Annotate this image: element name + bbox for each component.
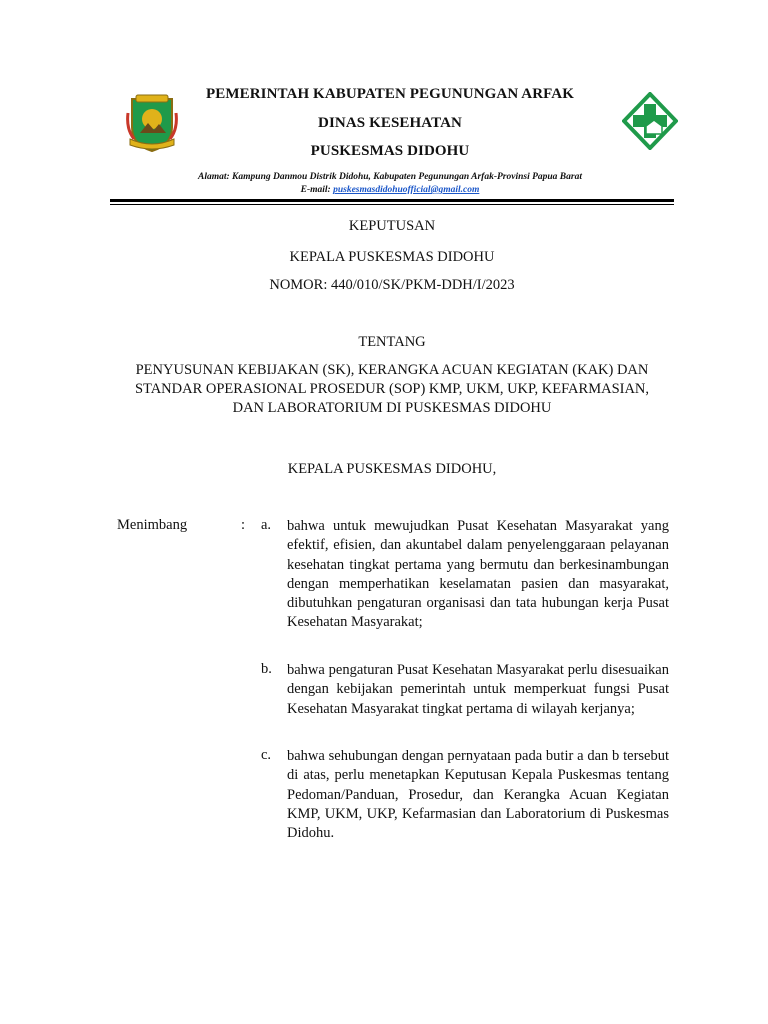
letterhead-divider-thick xyxy=(110,199,674,202)
consideration-text: bahwa untuk mewujudkan Pusat Kesehatan Masyarakat yang efektif, efisien, dan akuntabel dalam penyelenggaraan pelayanan kesehatan tingkat pertama yang bermutu dan berkesinambungan dengan memperhatikan keselamatan pasien dan masyarakat, dibutuhkan pengaturan organisasi dan tata hubungan kerja Pusat Kesehatan Masyarakat; xyxy=(287,518,669,631)
menimbang-colon: : xyxy=(241,517,246,533)
email-link[interactable]: puskesmasdidohuofficial@gmail.com xyxy=(333,185,480,195)
puskesmas-logo-icon xyxy=(622,92,678,150)
consideration-text: bahwa pengaturan Pusat Kesehatan Masyarakat perlu disesuaikan dengan kebijakan pemerintah untuk memperkuat fungsi Pusat Kesehatan Masyarakat tingkat pertama di wilayah kerjanya; xyxy=(287,662,669,717)
decree-issuer: KEPALA PUSKESMAS DIDOHU xyxy=(289,249,495,265)
consideration-letter: a. xyxy=(261,517,272,533)
subject-line: DAN LABORATORIUM DI PUSKESMAS DIDOHU xyxy=(232,400,552,416)
subject-line: PENYUSUNAN KEBIJAKAN (SK), KERANGKA ACUAN KEGIATAN (KAK) DAN xyxy=(135,362,649,378)
email-label: E-mail: xyxy=(300,185,331,195)
decree-about: TENTANG xyxy=(358,334,426,350)
facility-name: PUSKESMAS DIDOHU xyxy=(310,143,470,159)
consideration-text: bahwa sehubungan dengan pernyataan pada butir a dan b tersebut di atas, perlu menetapkan Keputusan Kepala Puskesmas tentang Pedoman/Panduan, Prosedur, dan Kerangka Acuan Kegiatan KMP, UKM, UKP, Kefarmasian dan Laboratorium di Puskesmas Didohu. xyxy=(287,748,669,842)
menimbang-label: Menimbang xyxy=(117,517,188,533)
email-line xyxy=(120,185,660,195)
letterhead-divider-thin xyxy=(110,204,674,205)
agency-name: DINAS KESEHATAN xyxy=(318,115,462,131)
decree-number: NOMOR: 440/010/SK/PKM-DDH/I/2023 xyxy=(269,277,515,293)
consideration-letter: b. xyxy=(261,661,272,677)
decree-heading: KEPUTUSAN xyxy=(348,218,436,234)
signatory-title: KEPALA PUSKESMAS DIDOHU, xyxy=(287,461,497,477)
address-line: Alamat: Kampung Danmou Distrik Didohu, Kabupaten Pegunungan Arfak-Provinsi Papua Barat xyxy=(198,172,582,182)
government-name: PEMERINTAH KABUPATEN PEGUNUNGAN ARFAK xyxy=(205,86,574,102)
decree-subject xyxy=(100,361,684,418)
consideration-letter: c. xyxy=(261,747,272,763)
subject-line: STANDAR OPERASIONAL PROSEDUR (SOP) KMP, UKM, UKP, KEFARMASIAN, xyxy=(134,381,650,397)
